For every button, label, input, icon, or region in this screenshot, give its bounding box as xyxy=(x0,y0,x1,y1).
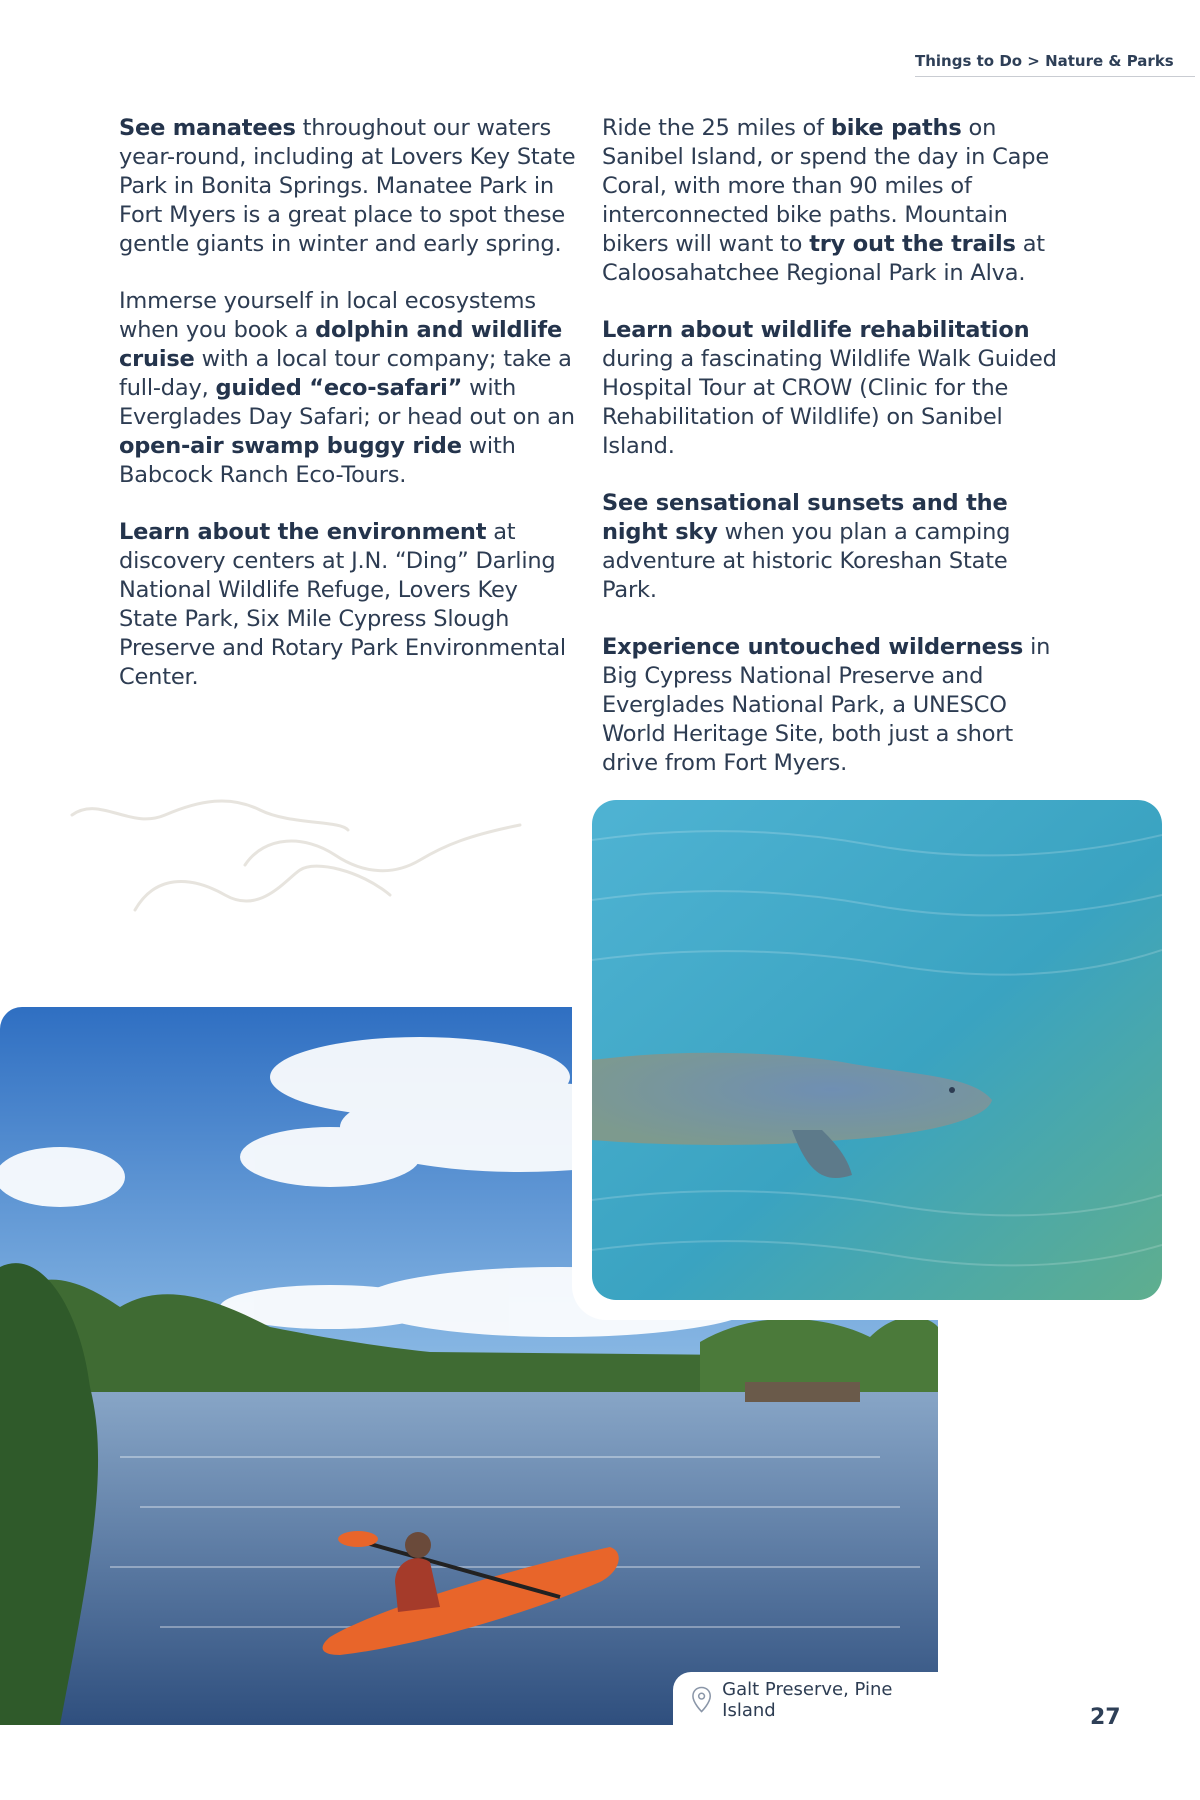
page-number: 27 xyxy=(1090,1705,1121,1730)
text-environment: at discovery centers at J.N. “Ding” Darling National Wildlife Refuge, Lovers Key State Park, Six Mile Cypress Slough Preserve and Rotary Park Environmental Center. xyxy=(119,519,566,690)
text-wilderness: in Big Cypress National Preserve and Everglades National Park, a UNESCO World Heritage Site, both just a short drive from Fort Myers. xyxy=(602,634,1051,776)
decorative-squiggles xyxy=(60,785,530,915)
text-ecosystems-mid1: with a local tour company; take a full-day, xyxy=(119,346,572,401)
paragraph-environment xyxy=(119,518,579,692)
highlight-wilderness: Experience untouched wilderness xyxy=(602,634,1024,660)
paragraph-bike-paths xyxy=(602,114,1062,288)
breadcrumb: Things to Do > Nature & Parks xyxy=(915,52,1195,77)
highlight-sunsets: See sensational sunsets and the night sky xyxy=(602,490,1008,545)
highlight-bike-paths: bike paths xyxy=(830,115,962,141)
highlight-manatees: See manatees xyxy=(119,115,296,141)
location-pin-icon xyxy=(691,1685,712,1715)
highlight-wildlife-rehab: Learn about wildlife rehabilitation xyxy=(602,317,1030,343)
text-bike-mid: on Sanibel Island, or spend the day in Cape Coral, with more than 90 miles of interconnected bike paths. Mountain bikers will want to xyxy=(602,115,1049,257)
text-manatees: throughout our waters year-round, including at Lovers Key State Park in Bonita Springs. Manatee Park in Fort Myers is a great place to spot these gentle giants in winter and early spring. xyxy=(119,115,576,257)
paragraph-wildlife-rehab xyxy=(602,316,1062,461)
highlight-swamp-buggy: open-air swamp buggy ride xyxy=(119,433,462,459)
highlight-dolphin-cruise: dolphin and wildlife cruise xyxy=(119,317,563,372)
left-text-column xyxy=(119,114,579,720)
highlight-environment: Learn about the environment xyxy=(119,519,487,545)
highlight-trails: try out the trails xyxy=(809,231,1016,257)
highlight-eco-safari: guided “eco-safari” xyxy=(215,375,463,401)
right-text-column xyxy=(602,114,1062,806)
paragraph-manatees xyxy=(119,114,579,259)
text-bike-intro: Ride the 25 miles of xyxy=(602,115,831,141)
text-ecosystems-intro: Immerse yourself in local ecosystems when you book a xyxy=(119,288,536,343)
photo-caption xyxy=(673,1672,943,1728)
text-ecosystems-end: with Babcock Ranch Eco-Tours. xyxy=(119,433,516,488)
text-bike-end: at Caloosahatchee Regional Park in Alva. xyxy=(602,231,1045,286)
paragraph-sunsets xyxy=(602,489,1062,605)
text-sunsets: when you plan a camping adventure at historic Koreshan State Park. xyxy=(602,519,1011,603)
paragraph-wilderness xyxy=(602,633,1062,778)
manatee-photo xyxy=(592,800,1162,1300)
caption-text: Galt Preserve, Pine Island xyxy=(722,1679,893,1721)
paragraph-ecosystems xyxy=(119,287,579,490)
text-wildlife-rehab: during a fascinating Wildlife Walk Guided Hospital Tour at CROW (Clinic for the Rehabilitation of Wildlife) on Sanibel Island. xyxy=(602,346,1057,459)
text-ecosystems-mid2: with Everglades Day Safari; or head out on an xyxy=(119,375,575,430)
